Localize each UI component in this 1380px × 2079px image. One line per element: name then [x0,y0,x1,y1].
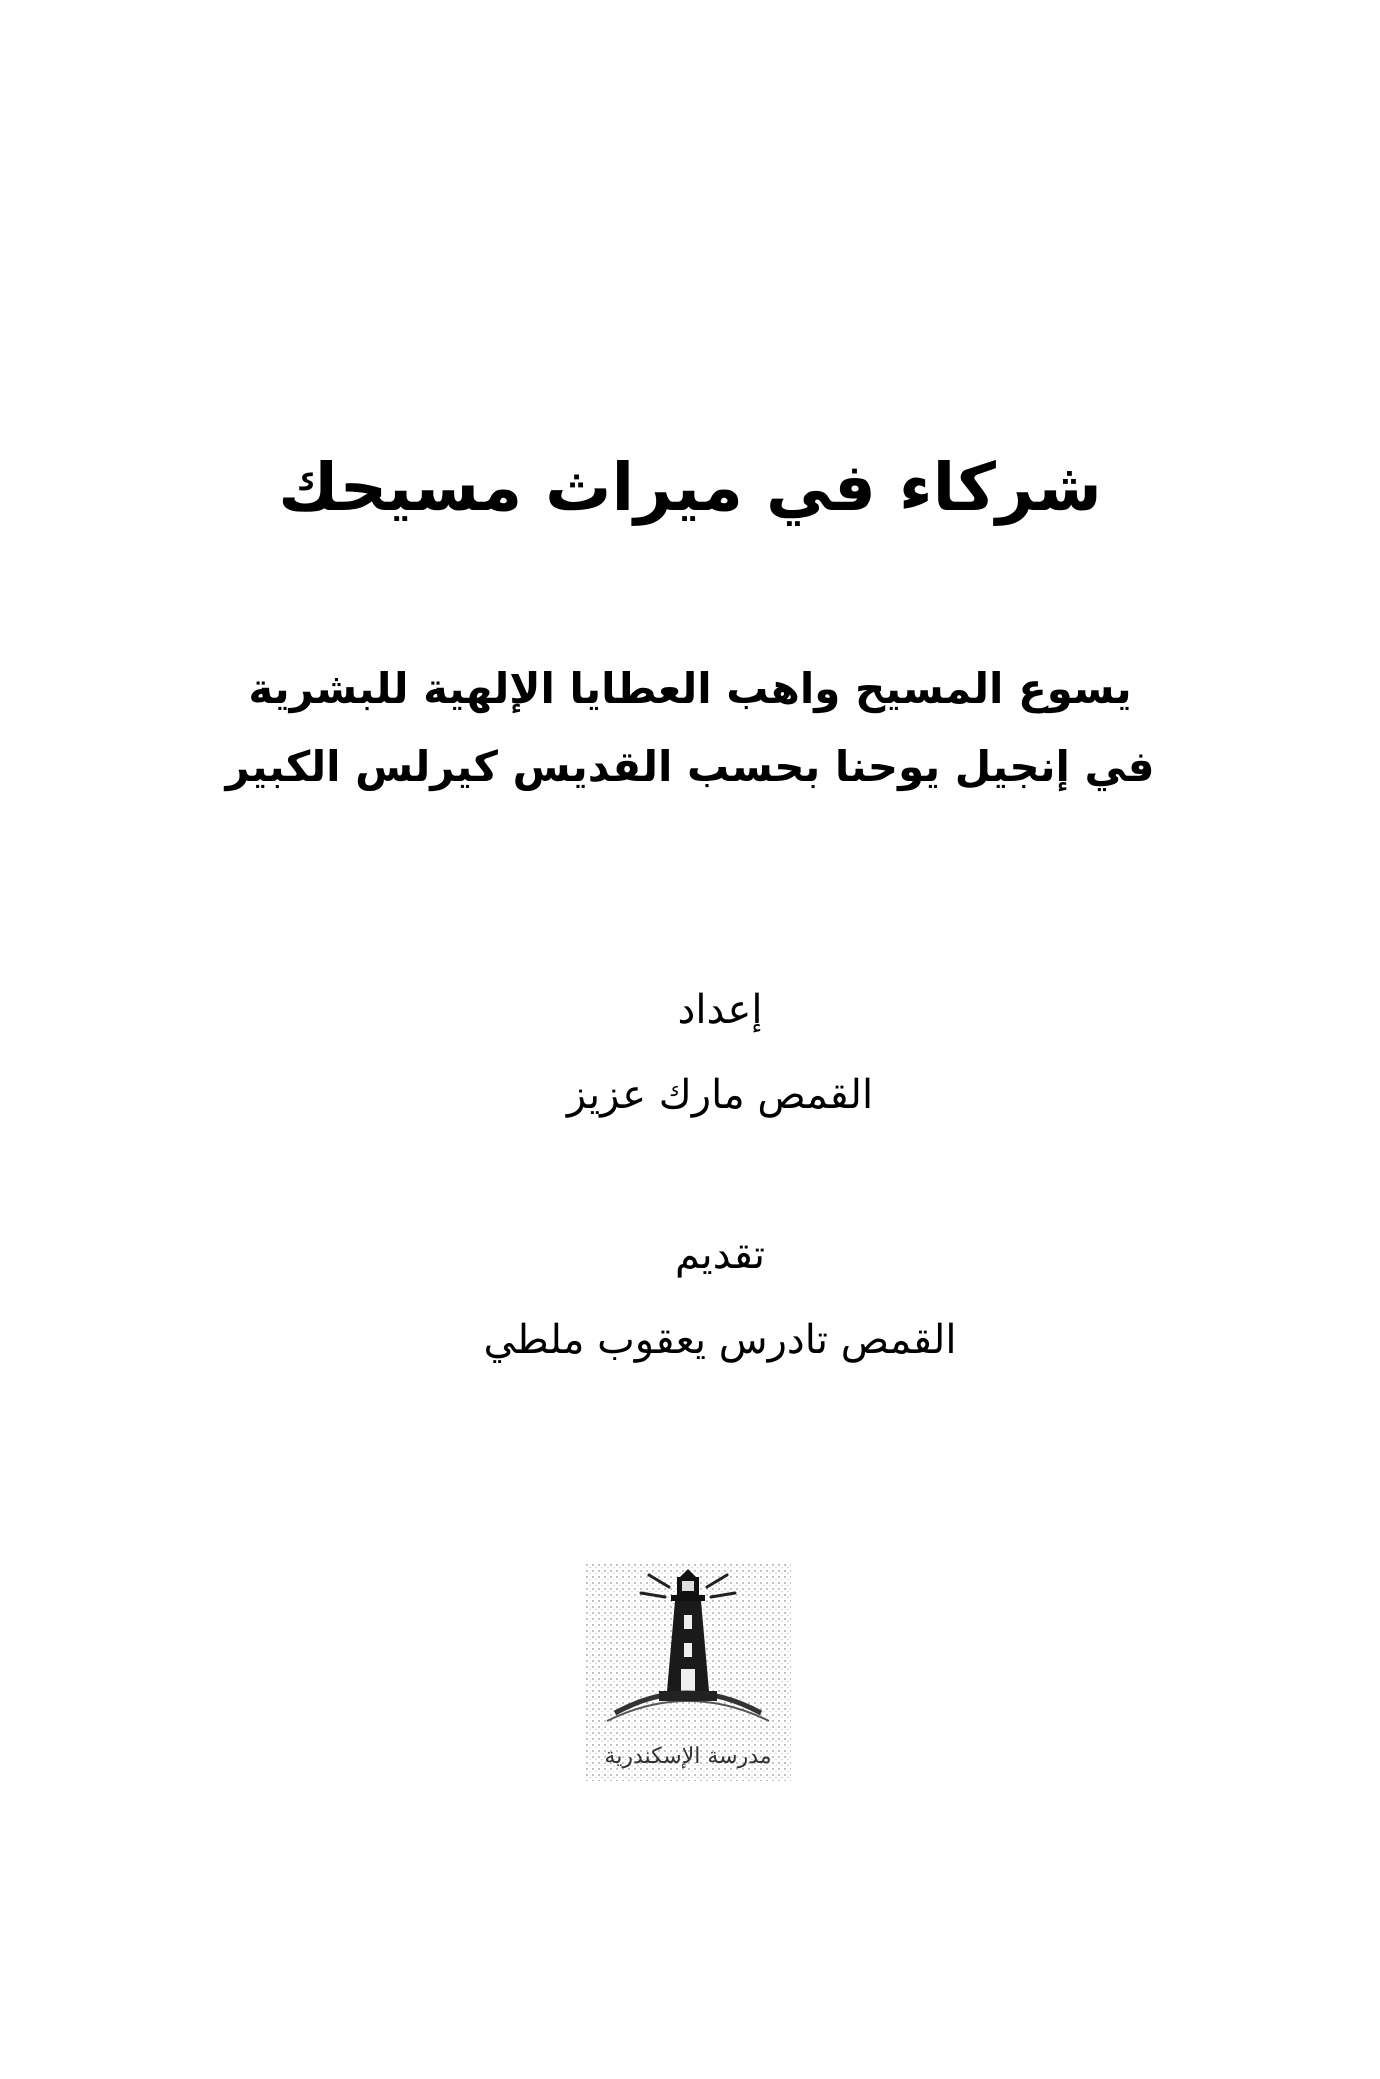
introduction-label: تقديم [674,1232,766,1278]
emblem-caption: مدرسة الإسكندرية [604,1744,772,1769]
introduction-author: القمص تادرس يعقوب ملطي [483,1317,957,1363]
book-title: شركاء في ميراث مسيحك [278,449,1102,526]
subtitle-line-1: يسوع المسيح واهب العطايا الإلهية للبشرية [248,664,1132,713]
preparation-author: القمص مارك عزيز [566,1072,874,1118]
subtitle-line-2: في إنجيل يوحنا بحسب القديس كيرلس الكبير [225,742,1155,791]
preparation-label: إعداد [677,987,763,1033]
school-of-alexandria-emblem [585,1563,791,1781]
